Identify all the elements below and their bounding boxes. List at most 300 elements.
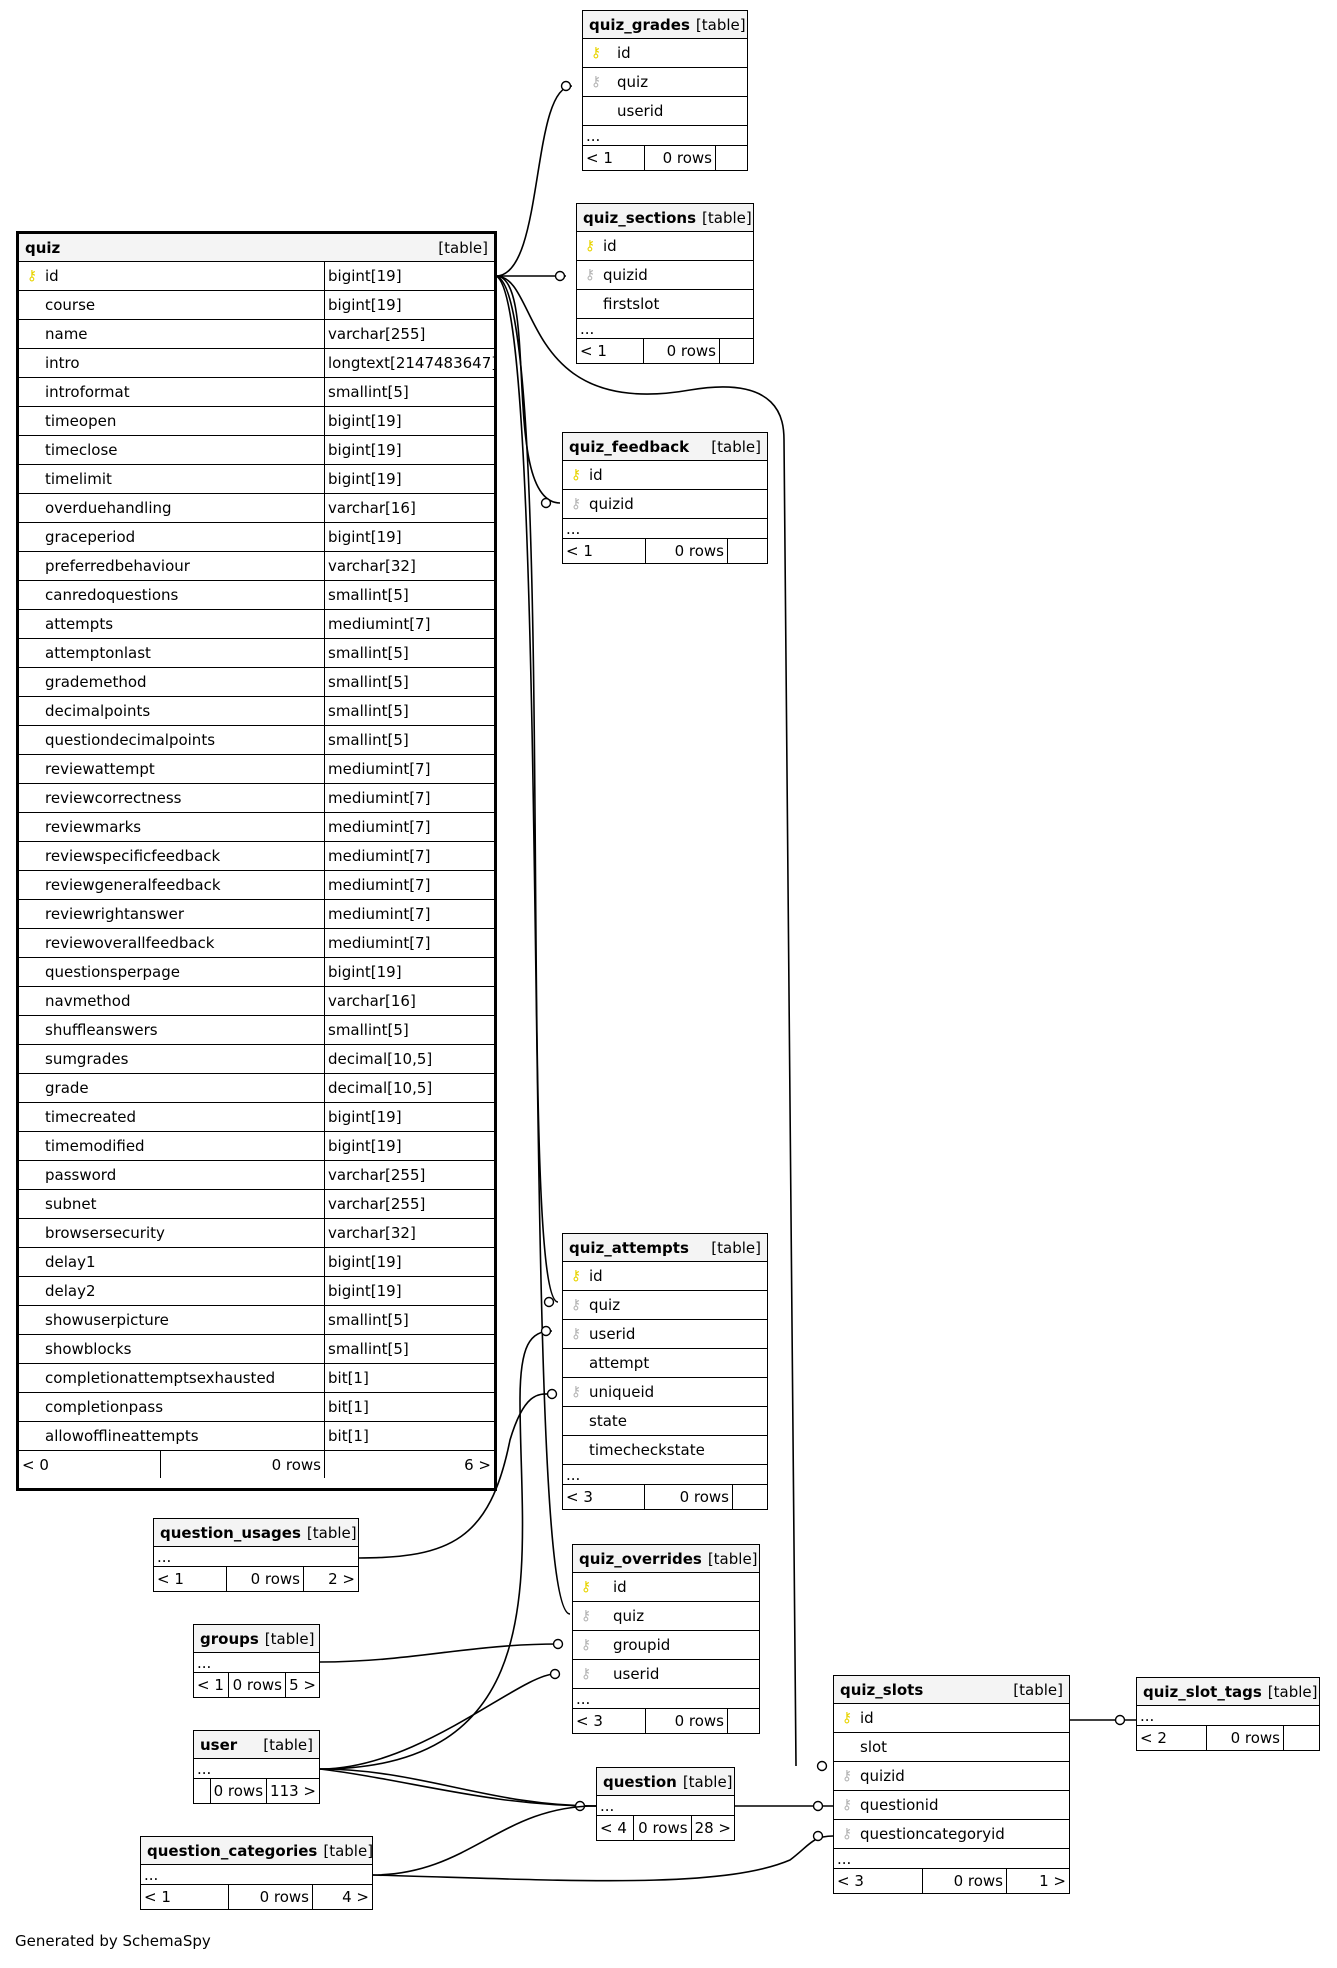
column-row <box>19 291 494 320</box>
footer-children <box>728 539 767 563</box>
column-name: quizid <box>589 495 634 513</box>
column-name: reviewcorrectness <box>45 789 182 807</box>
more-columns: ... <box>194 1653 319 1673</box>
column-type: smallint[5] <box>324 1306 494 1334</box>
column-row <box>19 929 494 958</box>
table-header <box>194 1731 319 1759</box>
table-tag: [table] <box>695 15 746 34</box>
table-tag: [table] <box>263 1735 313 1754</box>
primary-key-icon: ⚷ <box>841 1710 853 1726</box>
column-type: bigint[19] <box>324 291 494 319</box>
column-list <box>19 262 498 1451</box>
foreign-key-icon: ⚷ <box>580 1637 592 1653</box>
column-row <box>19 813 494 842</box>
footer-children: 113 > <box>270 1782 316 1800</box>
column-row <box>19 755 494 784</box>
footer-parents: < 1 <box>194 1673 229 1697</box>
column-name: intro <box>45 354 80 372</box>
table-footer <box>19 1451 494 1478</box>
column-type: mediumint[7] <box>324 784 494 812</box>
column-type: mediumint[7] <box>324 755 494 783</box>
column-type: smallint[5] <box>324 1335 494 1363</box>
column-row <box>19 842 494 871</box>
column-row <box>834 1733 1069 1762</box>
column-row <box>834 1791 1069 1820</box>
table-quiz[interactable] <box>16 231 497 1491</box>
column-row <box>19 1335 494 1364</box>
table-quiz-slot-tags[interactable] <box>1136 1677 1320 1751</box>
column-row <box>563 1320 767 1349</box>
column-name: attempts <box>45 615 114 633</box>
table-tag: [table] <box>438 238 488 257</box>
column-name: id <box>45 267 59 285</box>
column-type: bigint[19] <box>324 958 494 986</box>
table-footer <box>583 146 747 170</box>
column-name: quiz <box>613 1607 645 1625</box>
column-type: smallint[5] <box>324 639 494 667</box>
column-name: canredoquestions <box>45 586 179 604</box>
table-header <box>194 1625 319 1653</box>
column-name: decimalpoints <box>45 702 151 720</box>
table-quiz-overrides[interactable] <box>572 1544 760 1734</box>
more-columns: ... <box>563 519 767 539</box>
footer-rows: 0 rows <box>229 1885 313 1909</box>
foreign-key-icon: ⚷ <box>841 1826 853 1842</box>
column-name: uniqueid <box>589 1383 655 1401</box>
column-type: smallint[5] <box>324 581 494 609</box>
column-name: shuffleanswers <box>45 1021 158 1039</box>
edge-slots-tags-marker <box>1116 1716 1125 1725</box>
foreign-key-icon: ⚷ <box>580 1608 592 1624</box>
more-columns: ... <box>597 1796 734 1816</box>
footer-children: 5 > <box>289 1676 316 1694</box>
table-header <box>563 1234 767 1262</box>
footer-children: 6 > <box>464 1455 491 1474</box>
column-row <box>19 1016 494 1045</box>
foreign-key-icon: ⚷ <box>590 74 602 90</box>
footer-rows: 0 rows <box>227 1567 304 1591</box>
table-tag: [table] <box>306 1523 357 1542</box>
foreign-key-icon: ⚷ <box>570 496 582 512</box>
foreign-key-icon: ⚷ <box>841 1768 853 1784</box>
table-question[interactable] <box>596 1767 735 1841</box>
footer-rows: 0 rows <box>634 1816 692 1840</box>
column-name: questionid <box>860 1796 939 1814</box>
column-row <box>19 610 494 639</box>
column-type: bigint[19] <box>324 1277 494 1305</box>
column-row <box>19 1364 494 1393</box>
table-user[interactable] <box>193 1730 320 1804</box>
column-type: mediumint[7] <box>324 842 494 870</box>
table-tag: [table] <box>711 1238 761 1257</box>
column-row <box>19 639 494 668</box>
edge-user-overrides-marker <box>551 1670 560 1679</box>
column-name: name <box>45 325 88 343</box>
foreign-key-icon: ⚷ <box>570 1297 582 1313</box>
table-name: quiz_overrides <box>579 1549 702 1568</box>
column-name: quizid <box>603 266 648 284</box>
column-row <box>19 726 494 755</box>
column-row <box>573 1602 759 1631</box>
column-type: bit[1] <box>324 1422 494 1450</box>
column-name: attemptonlast <box>45 644 151 662</box>
table-tag: [table] <box>707 1549 758 1568</box>
primary-key-icon: ⚷ <box>580 1579 592 1595</box>
footer-children: 28 > <box>694 1819 731 1837</box>
column-row <box>19 1045 494 1074</box>
column-type: varchar[255] <box>324 320 494 348</box>
column-row <box>834 1704 1069 1733</box>
edge-groups <box>320 1644 558 1662</box>
footer-children <box>733 1485 767 1509</box>
column-type: smallint[5] <box>324 726 494 754</box>
column-row <box>19 1306 494 1335</box>
table-name: quiz_attempts <box>569 1238 689 1257</box>
column-type: longtext[2147483647] <box>324 349 494 377</box>
column-name: questioncategoryid <box>860 1825 1005 1843</box>
table-header <box>577 204 753 232</box>
column-name: groupid <box>613 1636 671 1654</box>
table-header <box>563 433 767 461</box>
column-name: slot <box>860 1738 888 1756</box>
column-type: bigint[19] <box>324 407 494 435</box>
column-row <box>573 1631 759 1660</box>
column-name: timecreated <box>45 1108 137 1126</box>
edge-quiz-sections-marker <box>556 272 565 281</box>
column-name: userid <box>589 1325 636 1343</box>
table-groups[interactable] <box>193 1624 320 1698</box>
table-tag: [table] <box>702 208 752 227</box>
column-row <box>19 1132 494 1161</box>
column-row <box>583 39 747 68</box>
column-name: reviewmarks <box>45 818 142 836</box>
table-header <box>573 1545 759 1573</box>
column-name: navmethod <box>45 992 131 1010</box>
column-row <box>563 490 767 519</box>
footer-rows: 0 rows <box>211 1779 267 1803</box>
table-question-usages[interactable] <box>153 1518 359 1592</box>
footer-parents: < 2 <box>1137 1726 1207 1750</box>
table-tag: [table] <box>1267 1682 1318 1701</box>
column-name: graceperiod <box>45 528 136 546</box>
table-quiz-sections[interactable] <box>576 203 754 364</box>
column-name: reviewrightanswer <box>45 905 185 923</box>
table-name: quiz_slots <box>840 1680 924 1699</box>
table-name: question <box>603 1772 677 1791</box>
footer-rows: 0 rows <box>161 1451 325 1478</box>
edge-question-categories-slots-marker <box>814 1832 823 1841</box>
table-question-categories[interactable] <box>140 1836 373 1910</box>
column-name: browsersecurity <box>45 1224 165 1242</box>
column-row <box>563 461 767 490</box>
table-quiz-slots[interactable] <box>833 1675 1070 1894</box>
column-name: state <box>589 1412 627 1430</box>
column-name: id <box>860 1709 874 1727</box>
column-row <box>19 262 494 291</box>
column-name: id <box>613 1578 627 1596</box>
column-name: introformat <box>45 383 130 401</box>
table-footer <box>194 1673 319 1697</box>
table-header <box>19 234 494 262</box>
foreign-key-icon: ⚷ <box>570 1326 582 1342</box>
edge-question-categories-slots <box>372 1836 833 1881</box>
column-row <box>19 1219 494 1248</box>
table-name: groups <box>200 1629 259 1648</box>
column-name: timecheckstate <box>589 1441 705 1459</box>
column-row <box>563 1378 767 1407</box>
column-row <box>563 1291 767 1320</box>
column-type: bigint[19] <box>324 1103 494 1131</box>
more-columns: ... <box>194 1759 319 1779</box>
more-columns: ... <box>583 126 747 146</box>
primary-key-icon: ⚷ <box>584 238 596 254</box>
column-row <box>19 958 494 987</box>
column-name: userid <box>617 102 664 120</box>
column-type: varchar[255] <box>324 1190 494 1218</box>
column-name: reviewattempt <box>45 760 155 778</box>
primary-key-icon: ⚷ <box>570 467 582 483</box>
footer-rows: 0 rows <box>646 1709 728 1733</box>
column-name: completionattemptsexhausted <box>45 1369 276 1387</box>
column-name: reviewspecificfeedback <box>45 847 221 865</box>
column-name: reviewgeneralfeedback <box>45 876 221 894</box>
table-footer <box>194 1779 319 1803</box>
column-type: bigint[19] <box>324 262 494 290</box>
more-columns: ... <box>577 319 753 339</box>
column-type: mediumint[7] <box>324 610 494 638</box>
column-row <box>834 1762 1069 1791</box>
edge-quiz-grades-marker <box>562 82 571 91</box>
column-name: showuserpicture <box>45 1311 169 1329</box>
more-columns: ... <box>154 1547 358 1567</box>
column-name: reviewoverallfeedback <box>45 934 215 952</box>
column-row <box>19 900 494 929</box>
table-quiz-grades[interactable] <box>582 10 748 171</box>
column-type: decimal[10,5] <box>324 1045 494 1073</box>
edge-groups-marker <box>554 1640 563 1649</box>
column-type: varchar[16] <box>324 494 494 522</box>
footer-rows: 0 rows <box>645 146 716 170</box>
footer-rows: 0 rows <box>645 1485 733 1509</box>
footer-rows: 0 rows <box>923 1869 1007 1893</box>
foreign-key-icon: ⚷ <box>580 1666 592 1682</box>
column-name: id <box>589 1267 603 1285</box>
footer-parents: < 1 <box>563 539 646 563</box>
edge-quiz-slots-marker <box>818 1762 827 1771</box>
more-columns: ... <box>834 1849 1069 1869</box>
column-row <box>583 68 747 97</box>
table-name: question_categories <box>147 1841 318 1860</box>
footer-children: 2 > <box>328 1570 355 1588</box>
footer-children <box>728 1709 759 1733</box>
column-row <box>19 668 494 697</box>
column-name: attempt <box>589 1354 650 1372</box>
column-type: varchar[255] <box>324 1161 494 1189</box>
column-row <box>573 1660 759 1689</box>
more-columns: ... <box>563 1465 767 1485</box>
column-row <box>19 552 494 581</box>
footer-children <box>720 339 753 363</box>
column-name: questiondecimalpoints <box>45 731 216 749</box>
footer-parents: < 4 <box>597 1816 634 1840</box>
column-row <box>19 1393 494 1422</box>
table-header <box>597 1768 734 1796</box>
table-name: quiz_grades <box>589 15 690 34</box>
table-tag: [table] <box>323 1841 374 1860</box>
edge-question-slots-marker <box>814 1802 823 1811</box>
footer-parents <box>194 1779 211 1803</box>
footer-children: 4 > <box>342 1888 369 1906</box>
table-tag: [table] <box>711 437 761 456</box>
column-name: quizid <box>860 1767 905 1785</box>
table-header <box>141 1837 372 1865</box>
column-name: course <box>45 296 96 314</box>
table-tag: [table] <box>264 1629 315 1648</box>
table-tag: [table] <box>682 1772 733 1791</box>
column-type: varchar[32] <box>324 1219 494 1247</box>
column-type: bigint[19] <box>324 523 494 551</box>
column-row <box>577 261 753 290</box>
column-row <box>563 1262 767 1291</box>
column-type: mediumint[7] <box>324 900 494 928</box>
foreign-key-icon: ⚷ <box>584 267 596 283</box>
column-type: mediumint[7] <box>324 929 494 957</box>
column-row <box>577 290 753 319</box>
column-row <box>19 1103 494 1132</box>
footer-parents: < 1 <box>577 339 644 363</box>
edge-user-overrides <box>320 1674 555 1769</box>
column-row <box>19 1422 494 1451</box>
footer-children <box>1284 1726 1319 1750</box>
column-row <box>583 97 747 126</box>
generated-by-label: Generated by SchemaSpy <box>15 1932 211 1950</box>
footer-rows: 0 rows <box>1207 1726 1284 1750</box>
column-name: timemodified <box>45 1137 145 1155</box>
column-name: delay1 <box>45 1253 96 1271</box>
column-row <box>19 581 494 610</box>
table-header <box>154 1519 358 1547</box>
column-name: allowofflineattempts <box>45 1427 199 1445</box>
column-row <box>19 987 494 1016</box>
column-type: mediumint[7] <box>324 813 494 841</box>
column-name: timeopen <box>45 412 117 430</box>
edge-quiz-feedback-marker <box>542 499 551 508</box>
column-name: showblocks <box>45 1340 132 1358</box>
footer-parents: < 1 <box>154 1567 227 1591</box>
column-row <box>19 697 494 726</box>
column-type: bit[1] <box>324 1364 494 1392</box>
column-row <box>19 1190 494 1219</box>
table-footer <box>573 1709 759 1733</box>
column-type: bit[1] <box>324 1393 494 1421</box>
column-name: password <box>45 1166 117 1184</box>
column-name: delay2 <box>45 1282 96 1300</box>
column-type: smallint[5] <box>324 697 494 725</box>
column-type: mediumint[7] <box>324 871 494 899</box>
footer-parents: < 3 <box>834 1869 923 1893</box>
column-type: varchar[16] <box>324 987 494 1015</box>
table-footer <box>563 539 767 563</box>
column-row <box>19 1277 494 1306</box>
column-name: id <box>603 237 617 255</box>
column-row <box>19 784 494 813</box>
column-name: timelimit <box>45 470 112 488</box>
column-name: id <box>589 466 603 484</box>
column-name: grademethod <box>45 673 147 691</box>
table-footer <box>1137 1726 1319 1750</box>
footer-parents: < 3 <box>563 1485 645 1509</box>
table-footer <box>563 1485 767 1509</box>
table-name: quiz <box>25 238 61 257</box>
column-name: grade <box>45 1079 89 1097</box>
primary-key-icon: ⚷ <box>590 45 602 61</box>
foreign-key-icon: ⚷ <box>570 1384 582 1400</box>
column-row <box>563 1349 767 1378</box>
table-quiz-attempts[interactable] <box>562 1233 768 1510</box>
footer-children: 1 > <box>1039 1872 1066 1890</box>
column-name: firstslot <box>603 295 660 313</box>
column-row <box>563 1407 767 1436</box>
edge-user-attempts-marker <box>542 1327 551 1336</box>
column-row <box>19 1161 494 1190</box>
more-columns: ... <box>1137 1706 1319 1726</box>
edge-question-usages-marker <box>548 1390 557 1399</box>
column-row <box>19 407 494 436</box>
column-type: bigint[19] <box>324 465 494 493</box>
column-name: completionpass <box>45 1398 164 1416</box>
column-name: quiz <box>589 1296 621 1314</box>
column-type: bigint[19] <box>324 436 494 464</box>
more-columns: ... <box>141 1865 372 1885</box>
table-quiz-feedback[interactable] <box>562 432 768 564</box>
column-type: smallint[5] <box>324 668 494 696</box>
column-row <box>577 232 753 261</box>
table-footer <box>154 1567 358 1591</box>
column-row <box>834 1820 1069 1849</box>
column-name: questionsperpage <box>45 963 180 981</box>
foreign-key-icon: ⚷ <box>841 1797 853 1813</box>
column-row <box>19 320 494 349</box>
column-name: id <box>617 44 631 62</box>
column-name: userid <box>613 1665 660 1683</box>
column-row <box>573 1573 759 1602</box>
edge-quiz-attempts <box>496 276 558 1302</box>
table-footer <box>597 1816 734 1840</box>
footer-rows: 0 rows <box>229 1673 286 1697</box>
column-name: timeclose <box>45 441 118 459</box>
column-row <box>19 436 494 465</box>
table-name: quiz_feedback <box>569 437 690 456</box>
column-type: smallint[5] <box>324 1016 494 1044</box>
column-type: varchar[32] <box>324 552 494 580</box>
table-header <box>583 11 747 39</box>
primary-key-icon: ⚷ <box>570 1268 582 1284</box>
column-row <box>563 1436 767 1465</box>
footer-children <box>716 146 747 170</box>
edge-quiz-attempts-marker <box>545 1298 554 1307</box>
edge-quiz-grades <box>496 86 572 276</box>
table-tag: [table] <box>1013 1680 1063 1699</box>
column-type: smallint[5] <box>324 378 494 406</box>
more-columns: ... <box>573 1689 759 1709</box>
column-row <box>19 378 494 407</box>
table-name: user <box>200 1735 238 1754</box>
primary-key-icon: ⚷ <box>26 268 38 284</box>
column-name: quiz <box>617 73 649 91</box>
table-footer <box>577 339 753 363</box>
table-footer <box>834 1869 1069 1893</box>
table-header <box>834 1676 1069 1704</box>
